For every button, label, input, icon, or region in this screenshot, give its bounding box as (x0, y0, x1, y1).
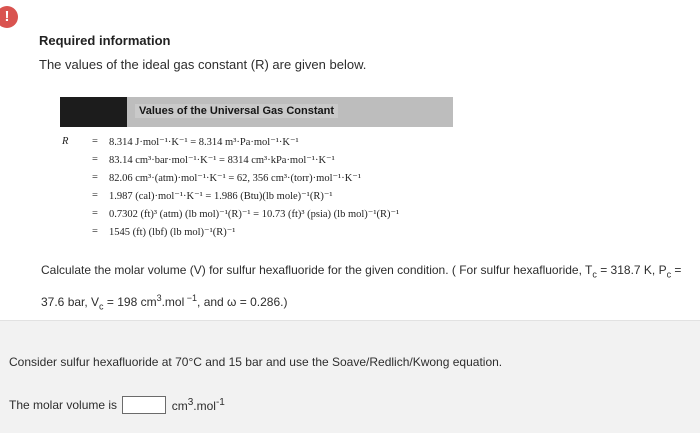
equals-sign: = (92, 208, 98, 219)
unit-negative-one-superscript: -1 (215, 397, 225, 408)
answer-row (9, 396, 225, 414)
equation-value: 1.987 (cal)·mol⁻¹·K⁻¹ = 1.986 (Btu)(lb mole)⁻¹(R)⁻¹ (109, 191, 333, 202)
question-line2-start: 37.6 bar, V (41, 295, 100, 310)
answer-label: The molar volume is (9, 398, 118, 412)
unit-cm: cm (171, 399, 188, 413)
answer-units (172, 399, 225, 413)
equals-sign: = (92, 190, 98, 201)
vc-value: = 198 cm (103, 295, 157, 310)
tc-value: = 318.7 K, P (596, 263, 667, 277)
cubic-superscript: 3 (156, 293, 162, 304)
tc-subscript: c (592, 269, 597, 280)
mol-unit: .mol (161, 295, 185, 310)
question-line1: Calculate the molar volume (V) for sulfur hexafluoride for the given condition. ( For sulfur hexafluoride, T (41, 263, 593, 277)
intro-text: The values of the ideal gas constant (R) are given below. (39, 57, 367, 72)
molar-volume-input[interactable] (122, 396, 166, 414)
negative-one-superscript: −1 (184, 293, 198, 304)
equals-sign: = (92, 226, 98, 237)
condition-text: Consider sulfur hexafluoride at 70°C and 15 bar and use the Soave/Redlich/Kwong equation. (9, 355, 503, 369)
gas-constant-symbol: R (62, 136, 69, 147)
constants-header-dark-strip (60, 97, 127, 127)
answer-panel (0, 320, 700, 433)
equals-sign: = (92, 172, 98, 183)
pc-equals: = (671, 263, 682, 277)
equation-value: 82.06 cm³·(atm)·mol⁻¹·K⁻¹ = 62, 356 cm³·(torr)·mol⁻¹·K⁻¹ (109, 173, 361, 184)
equals-sign: = (92, 154, 98, 165)
equals-sign: = (92, 136, 98, 147)
omega-value: , and ω = 0.286.) (197, 295, 288, 310)
equation-value: 8.314 J·mol⁻¹·K⁻¹ = 8.314 m³·Pa·mol⁻¹·K⁻¹ (109, 137, 299, 148)
equation-value: 0.7302 (ft)³ (atm) (lb mol)⁻¹(R)⁻¹ = 10.73 (ft)³ (psia) (lb mol)⁻¹(R)⁻¹ (109, 209, 400, 220)
pc-subscript: c (666, 269, 672, 280)
unit-mol: .mol (193, 399, 216, 413)
constants-header-bar (60, 97, 453, 127)
question-text (41, 258, 691, 319)
vc-subscript: c (99, 301, 104, 312)
required-information-title: Required information (39, 33, 171, 48)
unit-cubic-superscript: 3 (187, 397, 194, 408)
equation-value: 83.14 cm³·bar·mol⁻¹·K⁻¹ = 8314 cm³·kPa·mol⁻¹·K⁻¹ (109, 155, 335, 166)
alert-icon: ! (0, 6, 18, 28)
constants-table-title: Values of the Universal Gas Constant (135, 104, 338, 118)
equation-value: 1545 (ft) (lbf) (lb mol)⁻¹(R)⁻¹ (109, 227, 236, 238)
